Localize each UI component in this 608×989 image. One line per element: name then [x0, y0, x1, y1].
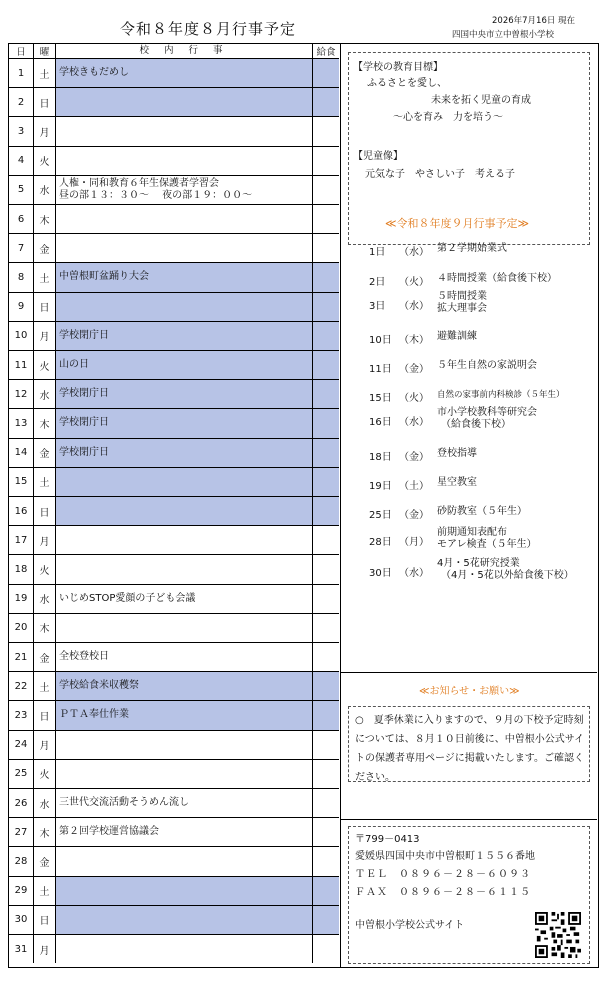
weekday: 金 — [34, 643, 56, 671]
event-cell — [56, 847, 313, 875]
header-weekday: 曜 — [34, 44, 56, 58]
as-of-date: 2026年7月16日 現在 — [492, 16, 576, 26]
day-number: 16 — [9, 497, 34, 525]
calendar-row — [9, 408, 339, 437]
notice-heading: ≪お知らせ・お願い≫ — [419, 686, 520, 697]
lunch-cell — [313, 468, 339, 496]
day-number: 10 — [9, 322, 34, 350]
calendar-row — [9, 584, 339, 613]
event-weekday: （金） — [399, 364, 429, 375]
day-number: 26 — [9, 789, 34, 817]
lunch-cell — [313, 439, 339, 467]
event-line: 第２学期始業式 — [437, 243, 507, 254]
weekday: 日 — [34, 906, 56, 934]
weekday: 月 — [34, 731, 56, 759]
calendar-row — [9, 525, 339, 554]
event-text: 学校閉庁日 — [59, 329, 109, 341]
lunch-cell — [313, 380, 339, 408]
event-weekday: （火） — [399, 393, 429, 404]
event-line: 4月・5花研究授業 — [437, 558, 520, 569]
event-weekday: （金） — [399, 452, 429, 463]
event-cell — [56, 731, 313, 759]
calendar-row — [9, 817, 339, 846]
calendar-row — [9, 350, 339, 379]
weekday: 日 — [34, 701, 56, 729]
calendar-row — [9, 876, 339, 905]
weekday: 火 — [34, 351, 56, 379]
day-number: 27 — [9, 818, 34, 846]
lunch-cell — [313, 585, 339, 613]
calendar-row — [9, 642, 339, 671]
event-cell — [56, 380, 313, 408]
day-number: 12 — [9, 380, 34, 408]
event-weekday: （木） — [399, 335, 429, 346]
calendar-row — [9, 759, 339, 788]
event-weekday: （水） — [399, 417, 429, 428]
event-description — [437, 477, 477, 489]
weekday: 木 — [34, 818, 56, 846]
event-weekday: （金） — [399, 510, 429, 521]
event-cell — [56, 322, 313, 350]
event-description — [437, 389, 565, 401]
event-cell — [56, 818, 313, 846]
postal-code: 〒799－0413 — [355, 834, 420, 845]
lunch-cell — [313, 789, 339, 817]
calendar-row — [9, 292, 339, 321]
lunch-cell — [313, 731, 339, 759]
weekday: 日 — [34, 497, 56, 525]
event-description — [437, 291, 487, 315]
august-calendar-table — [8, 43, 341, 968]
event-cell — [56, 526, 313, 554]
event-weekday: （水） — [399, 247, 429, 258]
event-line: 前期通知表配布 — [437, 527, 507, 538]
day-number: 1 — [9, 59, 34, 87]
event-description — [437, 558, 574, 582]
calendar-row — [9, 204, 339, 233]
goals-heading: 【学校の教育目標】 — [353, 62, 443, 73]
event-text: 第２回学校運営協議会 — [59, 826, 159, 838]
event-cell — [56, 497, 313, 525]
calendar-row — [9, 58, 339, 87]
event-date: 2日 — [369, 277, 386, 288]
lunch-cell — [313, 147, 339, 175]
september-heading: ≪令和８年度９月行事予定≫ — [385, 217, 530, 230]
weekday: 水 — [34, 789, 56, 817]
event-line: ５時間授業 — [437, 291, 487, 302]
calendar-row — [9, 700, 339, 729]
calendar-row — [9, 730, 339, 759]
weekday: 木 — [34, 205, 56, 233]
weekday: 木 — [34, 614, 56, 642]
day-number: 9 — [9, 293, 34, 321]
day-number: 20 — [9, 614, 34, 642]
lunch-cell — [313, 555, 339, 583]
calendar-row — [9, 934, 339, 963]
lunch-cell — [313, 59, 339, 87]
event-cell — [56, 117, 313, 145]
child-image-text: 元気な子 やさしい子 考える子 — [365, 169, 515, 180]
day-number: 29 — [9, 877, 34, 905]
lunch-cell — [313, 234, 339, 262]
goals-line-3: ～心を育み 力を培う～ — [393, 112, 503, 123]
weekday: 金 — [34, 847, 56, 875]
event-cell — [56, 906, 313, 934]
notice-box: ○ 夏季休業に入りますので、９月の下校予定時刻については、８月１０日前後に、中曽根小公式サイトの保護者専用ページに掲載いたします。ご確認ください。 — [348, 706, 590, 782]
weekday: 月 — [34, 117, 56, 145]
lunch-cell — [313, 293, 339, 321]
calendar-row — [9, 262, 339, 291]
event-text: 山の日 — [59, 359, 89, 371]
calendar-row — [9, 554, 339, 583]
lunch-cell — [313, 117, 339, 145]
day-number: 23 — [9, 701, 34, 729]
lunch-cell — [313, 205, 339, 233]
weekday: 水 — [34, 176, 56, 204]
event-date: 10日 — [369, 335, 392, 346]
day-number: 25 — [9, 760, 34, 788]
event-date: 11日 — [369, 364, 392, 375]
calendar-row — [9, 613, 339, 642]
event-description — [437, 527, 537, 551]
event-date: 30日 — [369, 568, 392, 579]
event-date: 3日 — [369, 301, 386, 312]
calendar-row — [9, 321, 339, 350]
day-number: 4 — [9, 147, 34, 175]
event-cell — [56, 789, 313, 817]
event-weekday: （土） — [399, 481, 429, 492]
event-text: 昼の部１３：３０～ 夜の部１９：００～ — [59, 189, 253, 201]
weekday: 土 — [34, 672, 56, 700]
event-cell — [56, 468, 313, 496]
event-text: 学校きもだめし — [59, 67, 129, 79]
lunch-cell — [313, 497, 339, 525]
header-day: 日 — [9, 44, 34, 58]
event-line: 星空教室 — [437, 477, 477, 488]
event-description — [437, 331, 477, 343]
weekday: 土 — [34, 468, 56, 496]
weekday: 土 — [34, 263, 56, 291]
event-text: 学校給食米収穫祭 — [59, 680, 139, 692]
weekday: 火 — [34, 760, 56, 788]
day-number: 2 — [9, 88, 34, 116]
contact-box — [348, 826, 590, 964]
school-name: 四国中央市立中曽根小学校 — [452, 30, 555, 40]
event-description — [437, 407, 537, 431]
event-line: 登校指導 — [437, 448, 477, 459]
day-number: 28 — [9, 847, 34, 875]
event-text: 三世代交流活動そうめん流し — [59, 797, 189, 809]
fax: ＦＡＸ ０８９６－２８－６１１５ — [355, 887, 531, 898]
lunch-cell — [313, 643, 339, 671]
lunch-cell — [313, 614, 339, 642]
event-line: 避難訓練 — [437, 331, 477, 342]
event-description — [437, 273, 557, 285]
calendar-row — [9, 233, 339, 262]
calendar-row — [9, 496, 339, 525]
lunch-cell — [313, 526, 339, 554]
event-cell — [56, 672, 313, 700]
weekday: 月 — [34, 935, 56, 963]
lunch-cell — [313, 906, 339, 934]
child-image-heading: 【児童像】 — [353, 151, 403, 162]
day-number: 6 — [9, 205, 34, 233]
day-number: 17 — [9, 526, 34, 554]
calendar-row — [9, 379, 339, 408]
event-description — [437, 360, 537, 372]
day-number: 11 — [9, 351, 34, 379]
weekday: 木 — [34, 409, 56, 437]
event-line: （4月・5花以外給食後下校） — [441, 570, 574, 581]
event-weekday: （火） — [399, 277, 429, 288]
event-cell — [56, 351, 313, 379]
event-text: 学校閉庁日 — [59, 446, 109, 458]
calendar-row — [9, 788, 339, 817]
day-number: 30 — [9, 906, 34, 934]
weekday: 日 — [34, 293, 56, 321]
day-number: 7 — [9, 234, 34, 262]
event-cell — [56, 701, 313, 729]
day-number: 18 — [9, 555, 34, 583]
day-number: 5 — [9, 176, 34, 204]
lunch-cell — [313, 760, 339, 788]
event-cell — [56, 409, 313, 437]
page-title: 令和８年度８月行事予定 — [120, 20, 297, 38]
goals-line-1: ふるさとを愛し、 — [367, 78, 447, 89]
lunch-cell — [313, 877, 339, 905]
event-cell — [56, 293, 313, 321]
weekday: 金 — [34, 234, 56, 262]
event-weekday: （水） — [399, 568, 429, 579]
weekday: 火 — [34, 555, 56, 583]
weekday: 土 — [34, 877, 56, 905]
calendar-row — [9, 467, 339, 496]
weekday: 月 — [34, 322, 56, 350]
calendar-row — [9, 175, 339, 204]
day-number: 3 — [9, 117, 34, 145]
event-cell — [56, 935, 313, 963]
event-text: 学校閉庁日 — [59, 388, 109, 400]
event-cell — [56, 643, 313, 671]
event-line: 自然の家事前内科検診（５年生） — [437, 390, 565, 400]
event-cell — [56, 760, 313, 788]
event-date: 19日 — [369, 481, 392, 492]
weekday: 月 — [34, 526, 56, 554]
event-line: ４時間授業（給食後下校） — [437, 273, 557, 284]
event-date: 28日 — [369, 537, 392, 548]
event-description — [437, 506, 527, 518]
event-line: ５年生自然の家説明会 — [437, 360, 537, 371]
event-line: モアレ検査（５年生） — [437, 539, 537, 550]
weekday: 水 — [34, 380, 56, 408]
event-weekday: （水） — [399, 301, 429, 312]
address: 愛媛県四国中央市中曽根町１５５６番地 — [355, 851, 535, 862]
header-events: 校 内 行 事 — [56, 44, 313, 58]
section-divider — [341, 672, 597, 673]
event-text: ＰＴＡ奉仕作業 — [59, 709, 129, 721]
event-cell — [56, 555, 313, 583]
event-description — [437, 448, 477, 460]
event-weekday: （月） — [399, 537, 429, 548]
lunch-cell — [313, 351, 339, 379]
event-text: いじめSTOP愛顔の子ども会議 — [59, 592, 196, 604]
day-number: 13 — [9, 409, 34, 437]
lunch-cell — [313, 935, 339, 963]
lunch-cell — [313, 263, 339, 291]
event-cell — [56, 439, 313, 467]
lunch-cell — [313, 672, 339, 700]
section-divider — [341, 819, 597, 820]
event-date: 16日 — [369, 417, 392, 428]
calendar-row — [9, 87, 339, 116]
day-number: 19 — [9, 585, 34, 613]
event-cell — [56, 585, 313, 613]
lunch-cell — [313, 88, 339, 116]
lunch-cell — [313, 322, 339, 350]
lunch-cell — [313, 176, 339, 204]
calendar-row — [9, 438, 339, 467]
weekday: 日 — [34, 88, 56, 116]
weekday: 土 — [34, 59, 56, 87]
event-cell — [56, 614, 313, 642]
day-number: 15 — [9, 468, 34, 496]
event-cell — [56, 234, 313, 262]
goals-line-2: 未来を拓く児童の育成 — [431, 95, 531, 106]
event-text: 中曽根町盆踊り大会 — [59, 271, 149, 283]
header-lunch: 給食 — [316, 47, 336, 58]
day-number: 22 — [9, 672, 34, 700]
calendar-row — [9, 846, 339, 875]
calendar-row — [9, 146, 339, 175]
lunch-cell — [313, 847, 339, 875]
day-number: 31 — [9, 935, 34, 963]
event-cell — [56, 877, 313, 905]
lunch-cell — [313, 409, 339, 437]
lunch-cell — [313, 818, 339, 846]
calendar-row — [9, 116, 339, 145]
calendar-row — [9, 905, 339, 934]
event-date: 18日 — [369, 452, 392, 463]
event-cell — [56, 176, 313, 204]
event-date: 1日 — [369, 247, 386, 258]
day-number: 24 — [9, 731, 34, 759]
event-description — [437, 243, 507, 255]
day-number: 14 — [9, 439, 34, 467]
qr-code-icon[interactable] — [535, 912, 581, 958]
weekday: 金 — [34, 439, 56, 467]
event-cell — [56, 88, 313, 116]
calendar-header-row — [9, 44, 339, 58]
official-site-label: 中曽根小学校公式サイト — [355, 920, 465, 931]
event-date: 25日 — [369, 510, 392, 521]
lunch-cell — [313, 701, 339, 729]
day-number: 21 — [9, 643, 34, 671]
event-line: 市小学校教科等研究会 — [437, 407, 537, 418]
event-line: 砂防教室（５年生） — [437, 506, 527, 517]
event-line: 拡大理事会 — [437, 303, 487, 314]
event-text: 学校閉庁日 — [59, 417, 109, 429]
event-cell — [56, 205, 313, 233]
event-line: （給食後下校） — [441, 419, 511, 430]
telephone: ＴＥＬ ０８９６－２８－６０９３ — [355, 869, 531, 880]
event-text: 全校登校日 — [59, 651, 109, 663]
event-date: 15日 — [369, 393, 392, 404]
event-cell — [56, 263, 313, 291]
event-cell — [56, 59, 313, 87]
info-column — [341, 43, 599, 968]
calendar-row — [9, 671, 339, 700]
weekday: 水 — [34, 585, 56, 613]
event-cell — [56, 147, 313, 175]
weekday: 火 — [34, 147, 56, 175]
event-text: 人権・同和教育６年生保護者学習会 — [59, 177, 219, 189]
day-number: 8 — [9, 263, 34, 291]
